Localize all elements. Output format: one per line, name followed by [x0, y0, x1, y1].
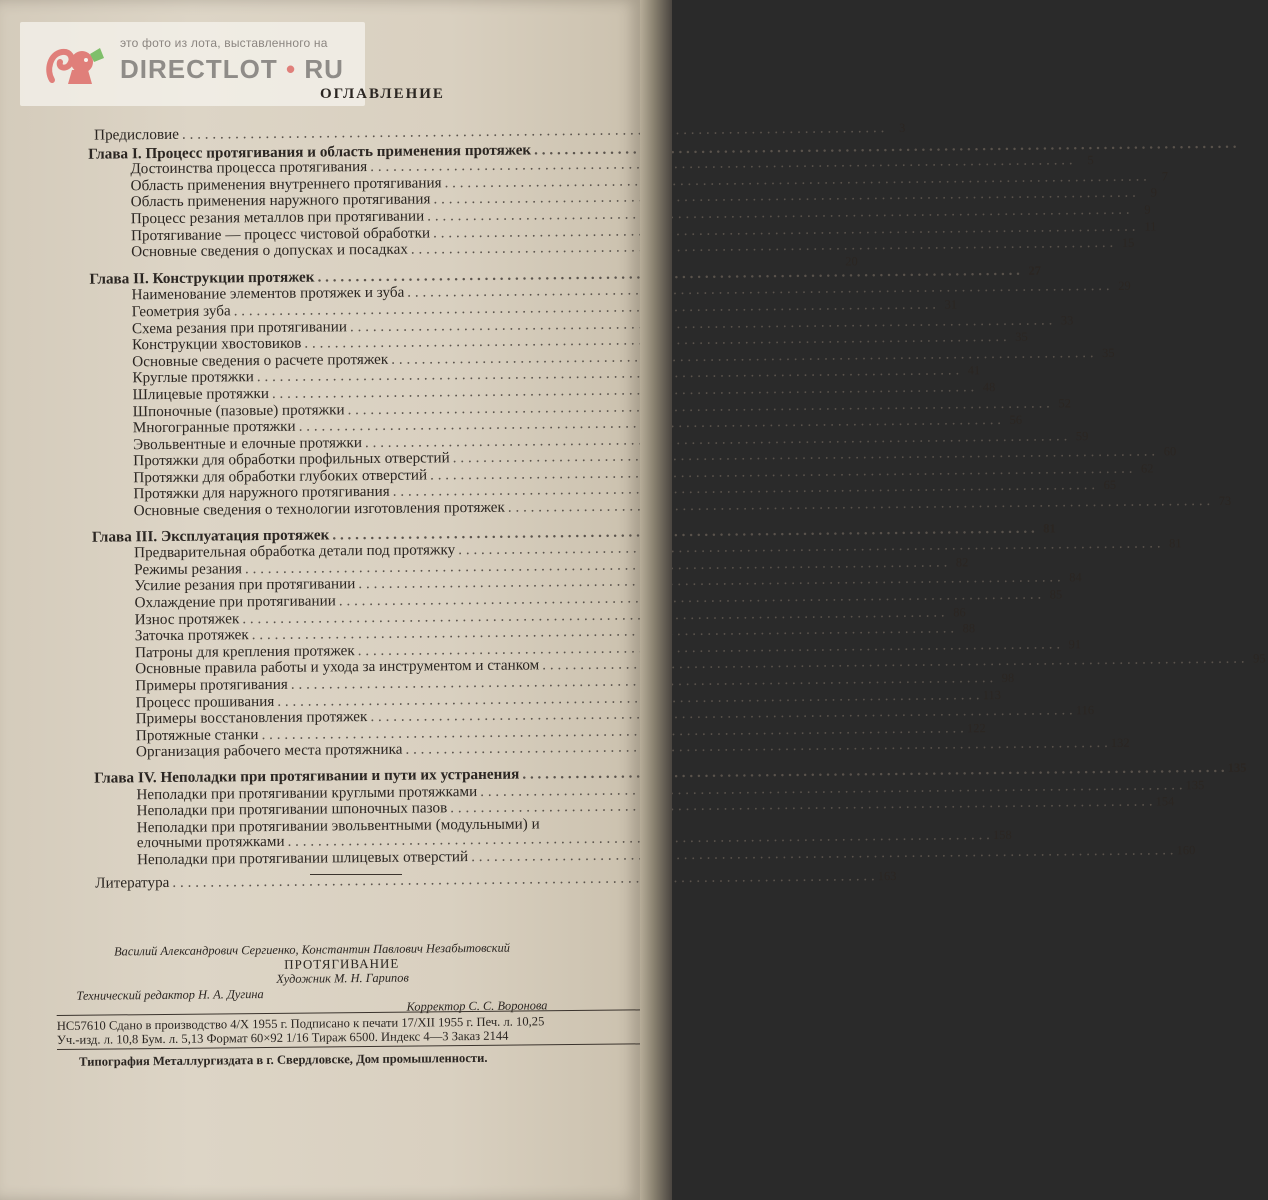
toc-entry-page: 122 [966, 720, 986, 736]
toc-entry-page: 160 [1176, 843, 1196, 858]
toc-entry-title: Схема резания при протягивании [131, 317, 348, 337]
toc-entry-page: 163 [877, 868, 897, 883]
toc-entry [135, 736, 1130, 762]
colophon-tech-editor: Технический редактор Н. А. Дугина [76, 987, 264, 1003]
toc-entry-page: 154 [1155, 794, 1175, 809]
toc-chapter-page: 81 [1043, 521, 1056, 536]
toc-entry-page: 98 [1001, 670, 1015, 685]
toc-entry-title: Заточка протяжек [134, 626, 249, 645]
toc-entry-page: 52 [1058, 395, 1072, 410]
toc-leader-dots [172, 868, 875, 890]
toc-chapter-page: 135 [1227, 760, 1247, 775]
toc-entry-title: Протяжки для обработки профильных отверстий [133, 449, 450, 470]
colophon [56, 939, 646, 1069]
toc-entry-title: елочными протяжками [136, 833, 285, 852]
toc-entry-title: Патроны для крепления протяжек [134, 641, 355, 662]
toc-chapter-title: Глава II. Конструкции протяжек [89, 268, 315, 288]
toc-entry-title: Круглые протяжки [132, 368, 254, 387]
toc-entry-title: Протяжки для наружного протягивания [133, 483, 390, 503]
toc-entry-title: Неполадки при протягивании шпоночных пазов [136, 799, 448, 820]
toc-entry-page: 48 [982, 379, 996, 395]
toc-entry-page: 62 [1140, 461, 1154, 476]
watermark [20, 22, 365, 106]
toc-entry-page: 135 [1185, 777, 1205, 792]
toc-entry-title: Достоинства процесса протягивания [130, 158, 368, 178]
toc-entry-title: Конструкции хвостовиков [132, 334, 302, 354]
toc-entry-page: 20 [845, 254, 858, 269]
toc-entry-page: 73 [1218, 493, 1232, 508]
colophon-artist: Художник М. Н. Гарипов [276, 970, 409, 986]
toc-entry-page: 88 [962, 621, 976, 636]
toc-chapter-page: 27 [1028, 263, 1041, 278]
toc-entry-title: Протягивание — процесс чистовой обработки [130, 223, 431, 244]
toc-entry-page: 5 [1087, 153, 1094, 168]
section-divider [310, 874, 402, 875]
toc-entry-page: 82 [955, 555, 969, 570]
toc-entry-title: Эвольвентные и елочные протяжки [132, 433, 363, 453]
book-page-edge [640, 0, 672, 1200]
page-title: ОГЛАВЛЕНИЕ [320, 86, 445, 102]
toc-entry-title: Неполадки при протягивании круглыми протяжками [136, 782, 478, 803]
toc-entry-page: 81 [1169, 536, 1182, 551]
toc-entry-title: Шлицевые протяжки [132, 384, 269, 404]
toc-entry-title: Процесс прошивания [135, 692, 275, 711]
toc-entry-title: Неполадки при протягивании эвольвентными (модульными) и [136, 815, 540, 837]
toc-entry-title: Усилие резания при протягивании [134, 575, 356, 595]
watermark-brand-dot: • [286, 54, 297, 84]
toc-entry-title: Охлаждение при протягивании [134, 592, 336, 612]
watermark-caption: это фото из лота, выставленного на [120, 36, 328, 50]
toc-entry-title: Геометрия зуба [131, 302, 231, 321]
colophon-imprint-line-2: Уч.-изд. л. 10,8 Бум. л. 5,13 Формат 60×92 1/16 Тираж 6500. Индекс 4—3 Заказ 2144 [56, 1028, 509, 1047]
toc-entry-page: 35 [1102, 345, 1115, 360]
colophon-rule [57, 1009, 642, 1016]
colophon-authors: Василий Александрович Сергиенко, Константин Павлович Незабытовский [113, 940, 511, 959]
toc-entry-page: 9 [1150, 185, 1157, 200]
toc-entry-title: Многогранные протяжки [132, 417, 296, 437]
toc-entry-page: 7 [1161, 169, 1168, 184]
toc-chapter-title: Глава IV. Неполадки при протягивании и пути их устранения [94, 765, 520, 787]
toc-entry-title: Наименование элементов протяжек и зуба [131, 284, 405, 304]
toc-entry-page: 3 [899, 120, 906, 135]
toc-entry-title: Область применения внутреннего протягивания [130, 174, 442, 195]
toc-chapter-title: Глава III. Эксплуатация протяжек [91, 526, 330, 546]
colophon-imprint-line-1: НС57610 Сдано в производство 4/X 1955 г. Подписано к печати 17/XII 1955 г. Печ. л. 10,25 [56, 1014, 545, 1033]
toc-entry-title: Примеры протягивания [135, 675, 288, 695]
toc-entry-page: 11 [1144, 219, 1157, 234]
toc-entry-page: 31 [944, 297, 958, 312]
toc-entry-title: Протяжные станки [135, 725, 259, 745]
toc-entry-page: 116 [1075, 703, 1095, 718]
toc-entry-page: 41 [967, 363, 981, 378]
toc-entry-title: Предисловие [93, 125, 180, 144]
toc-entry-page: 15 [1121, 235, 1135, 250]
toc-entry-page: 95 [1253, 651, 1266, 666]
watermark-brand [120, 54, 344, 85]
toc-entry-page: 59 [1075, 428, 1089, 443]
toc-entry-page: 29 [1118, 279, 1131, 294]
colophon-printer: Типография Металлургиздата в г. Свердловске, Дом промышленности. [79, 1050, 488, 1069]
toc-entry-page: 60 [1163, 444, 1177, 459]
toc-entry-title: Основные правила работы и ухода за инструментом и станком [135, 656, 540, 678]
table-of-contents [58, 120, 1266, 892]
toc-entry-title: Область применения наружного протягивания [130, 190, 431, 211]
toc-entry-page: 65 [1103, 478, 1117, 493]
toc-entry-title: Процесс резания металлов при протягивании [130, 207, 425, 228]
toc-entry-title: Организация рабочего места протяжника [135, 741, 403, 761]
toc-entry-page: 35 [1015, 329, 1028, 344]
toc-entry-title: Предварительная обработка детали под протяжку [134, 541, 456, 562]
toc-entry-title: Шпоночные (пазовые) протяжки [132, 400, 345, 420]
toc-entry-page: 158 [992, 828, 1012, 843]
toc-entry-title: Протяжки для обработки глубоких отверстий [133, 466, 428, 487]
watermark-brand-name: DIRECTLOT [120, 54, 278, 84]
squirrel-logo-icon [42, 40, 112, 90]
toc-entry-title: Режимы резания [134, 560, 243, 579]
watermark-brand-tld: RU [304, 54, 344, 84]
toc-entry [136, 843, 1196, 869]
toc-entry-title: Примеры восстановления протяжек [135, 708, 368, 728]
toc-entry-title: Основные сведения о технологии изготовления протяжек [133, 498, 505, 520]
toc-entry-page: 33 [1060, 312, 1074, 327]
toc-entry-page: 56 [1009, 412, 1023, 427]
toc-entry-title: Неполадки при протягивании шлицевых отверстий [136, 848, 469, 869]
toc-entry-page: 84 [1069, 570, 1082, 585]
toc-entry-title: Износ протяжек [134, 609, 240, 628]
toc-entry-title: Основные сведения о расчете протяжек [132, 350, 389, 371]
toc-entry-title: Литература [95, 873, 170, 892]
toc-entry-title: Основные сведения о допусках и посадках [131, 240, 408, 261]
toc-entry-page: 113 [982, 687, 1002, 702]
toc-entry-page: 9 [1144, 202, 1151, 217]
toc-entry-page: 85 [1049, 587, 1063, 602]
toc-chapter-title: Глава I. Процесс протягивания и область применения протяжек [88, 141, 532, 163]
colophon-corrector: Корректор С. С. Воронова [406, 998, 548, 1014]
toc-entry-page: 132 [1110, 736, 1130, 751]
toc-entry-page: 86 [953, 604, 966, 620]
colophon-book-title: ПРОТЯГИВАНИЕ [284, 955, 400, 972]
toc-entry-page: 91 [1068, 637, 1082, 652]
